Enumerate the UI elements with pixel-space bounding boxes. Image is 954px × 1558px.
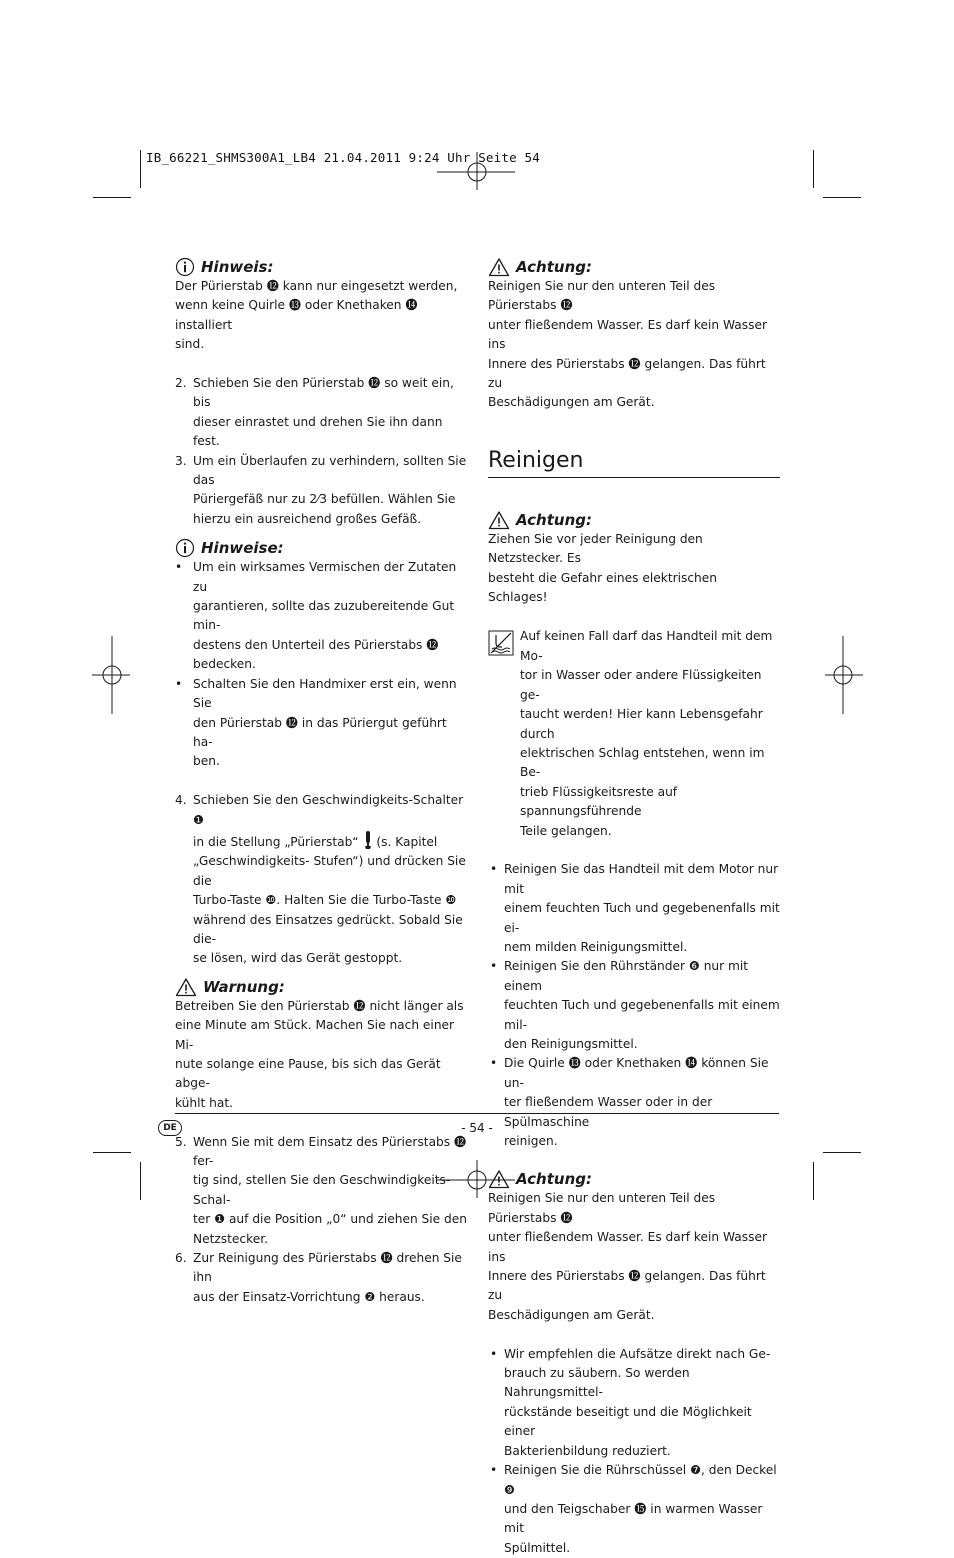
hinweise-heading [175, 538, 467, 558]
warnung-line: kühlt hat. [175, 1095, 234, 1110]
warning-icon [488, 510, 510, 530]
info-icon [175, 538, 195, 558]
hinweis-line: wenn keine Quirle ⓭ oder Knethaken ⓮ installiert [175, 298, 418, 332]
right-column [488, 257, 780, 1558]
warnung-heading [175, 977, 467, 997]
step-number: 6. [175, 1251, 187, 1266]
registration-mark-left [92, 636, 132, 716]
bullet-line: bedecken. [193, 657, 256, 672]
hinweis-heading [175, 257, 467, 277]
bullet-item: • Reinigen Sie die Rührschüssel ❼, den Deckel ❾ und den Teigschaber ⓯ in warmen Wasser mit Spülmittel. [488, 1461, 780, 1558]
step-line: während des Einsatzes gedrückt. Sobald Sie die- [193, 912, 463, 946]
step-number: 3. [175, 453, 187, 468]
bullet-line: Bakterienbildung reduziert. [504, 1443, 671, 1458]
step-line: Schieben Sie den Pürierstab ⓬ so weit ein, bis [193, 376, 454, 410]
bullet-line: garantieren, sollte das zuzubereitende Gut min- [193, 599, 455, 633]
achtung-line: Reinigen Sie nur den unteren Teil des Pürierstabs ⓬ [488, 279, 716, 313]
bullet-item: • Die Quirle ⓭ oder Knethaken ⓮ können Sie un- ter fließendem Wasser oder in der Spülmaschine reinigen. [488, 1054, 780, 1151]
bullet-line: Um ein wirksames Vermischen der Zutaten zu [193, 560, 457, 594]
step-line: dieser einrastet und drehen Sie ihn dann fest. [193, 414, 443, 449]
step-line: hierzu ein ausreichend großes Gefäß. [193, 511, 422, 526]
registration-mark-right [823, 636, 863, 716]
footer-rule [175, 1113, 779, 1114]
bullet-line: brauch zu säubern. So werden Nahrungsmittel- [504, 1366, 690, 1400]
bullet-line: Schalten Sie den Handmixer erst ein, wenn Sie [193, 676, 457, 711]
step-4 [175, 791, 467, 969]
bullet-line: rückstände beseitigt und die Möglichkeit einer [504, 1404, 752, 1439]
achtung-line: besteht die Gefahr eines elektrischen Schlages! [488, 570, 717, 605]
step-line-part: (s. Kapitel [376, 834, 438, 849]
achtung-title: Achtung: [516, 1170, 592, 1189]
notice-line: Auf keinen Fall darf das Handteil mit dem Mo- [520, 629, 773, 663]
bullet-line: ter fließendem Wasser oder in der Spülmaschine [504, 1095, 713, 1129]
step-line-part: in die Stellung „Pürierstab“ [193, 834, 359, 849]
language-badge [158, 1120, 182, 1136]
left-column [175, 257, 467, 1307]
bullet-item: • Wir empfehlen die Aufsätze direkt nach Ge- brauch zu säubern. So werden Nahrungsmittel- rückstände beseitigt und die Möglichkeit einer Bakterienbildung reduziert. [488, 1345, 780, 1461]
bullet-line: den Pürierstab ⓬ in das Püriergut geführt ha- [193, 715, 447, 749]
achtung-heading [488, 510, 780, 530]
step-6 [175, 1249, 467, 1307]
bullet-line: ben. [193, 754, 220, 769]
print-slug: IB_66221_SHMS300A1_LB4 21.04.2011 9:24 Uhr Seite 54 [146, 150, 541, 165]
blender-stick-icon [363, 830, 373, 850]
bullet-item: • Schalten Sie den Handmixer erst ein, wenn Sie den Pürierstab ⓬ in das Püriergut geführt ha- ben. [175, 675, 467, 772]
step-line: ter ❶ auf die Position „0“ und ziehen Sie den [193, 1212, 468, 1227]
bullet-line: feuchten Tuch und gegebenenfalls mit einem mil- [504, 998, 780, 1032]
achtung-line: Ziehen Sie vor jeder Reinigung den Netzstecker. Es [488, 531, 703, 566]
step-line: tig sind, stellen Sie den Geschwindigkeits-Schal- [193, 1173, 451, 1207]
bullet-line: Reinigen Sie das Handteil mit dem Motor nur mit [504, 862, 779, 896]
achtung-line: Innere des Pürierstabs ⓬ gelangen. Das führt zu [488, 1269, 766, 1303]
warning-icon [488, 257, 510, 277]
step-line: Um ein Überlaufen zu verhindern, sollten Sie das [193, 453, 467, 488]
step-line-with-icon [193, 830, 467, 852]
no-water-notice [488, 627, 780, 840]
achtung-line: unter fließendem Wasser. Es darf kein Wasser ins [488, 317, 767, 352]
step-line: aus der Einsatz-Vorrichtung ❷ heraus. [193, 1289, 425, 1304]
step-line: Turbo-Taste ❿. Halten Sie die Turbo-Taste ❿ [193, 893, 457, 908]
step-line: Püriergefäß nur zu 2⁄3 befüllen. Wählen Sie [193, 492, 456, 507]
page-number: - 54 - [461, 1121, 493, 1135]
achtung-line: Beschädigungen am Gerät. [488, 1307, 655, 1322]
warnung-title: Warnung: [203, 977, 285, 996]
step-line: Zur Reinigung des Pürierstabs ⓬ drehen Sie ihn [193, 1251, 462, 1285]
achtung-line: unter fließendem Wasser. Es darf kein Wasser ins [488, 1230, 767, 1264]
step-number: 2. [175, 376, 187, 391]
notice-line: trieb Flüssigkeitsreste auf spannungsführende [520, 784, 678, 819]
notice-line: elektrischen Schlag entstehen, wenn im Be- [520, 745, 765, 780]
bullet-item: • Um ein wirksames Vermischen der Zutaten zu garantieren, sollte das zuzubereitende Gut min- destens den Unterteil des Pürierstabs ⓬ bedecken. [175, 558, 467, 674]
step-number: 4. [175, 793, 187, 808]
step-3 [175, 452, 467, 530]
hinweise-title: Hinweise: [201, 539, 284, 558]
language-badge-label: DE [163, 1123, 177, 1133]
step-2 [175, 374, 467, 452]
notice-line: taucht werden! Hier kann Lebensgefahr durch [520, 707, 763, 741]
step-line: Schieben Sie den Geschwindigkeits-Schalter ❶ [193, 793, 464, 827]
step-line: „Geschwindigkeits- Stufen“) und drücken Sie die [193, 854, 466, 888]
achtung-line: Reinigen Sie nur den unteren Teil des Pürierstabs ⓬ [488, 1191, 716, 1225]
achtung-title: Achtung: [516, 510, 592, 529]
bullet-item: • Reinigen Sie den Rührständer ❻ nur mit einem feuchten Tuch und gegebenenfalls mit einem mil- den Reinigungsmittel. [488, 957, 780, 1054]
warnung-line: nute solange eine Pause, bis sich das Gerät abge- [175, 1057, 441, 1091]
bullet-line: einem feuchten Tuch und gegebenenfalls mit ei- [504, 901, 780, 935]
bullet-line: Reinigen Sie den Rührständer ❻ nur mit einem [504, 959, 749, 993]
bullet-line: und den Teigschaber ⓯ in warmen Wasser mit [504, 1501, 763, 1536]
warnung-line: eine Minute am Stück. Machen Sie nach einer Mi- [175, 1018, 455, 1052]
bullet-line: destens den Unterteil des Pürierstabs ⓬ [193, 637, 439, 652]
achtung-title: Achtung: [516, 258, 592, 276]
bullet-line: Reinigen Sie die Rührschüssel ❼, den Deckel ❾ [504, 1463, 777, 1497]
achtung-heading [488, 1169, 780, 1189]
no-water-immersion-icon [488, 630, 514, 656]
notice-line: Teile gelangen. [520, 823, 612, 838]
hinweis-line: Der Pürierstab ⓬ kann nur eingesetzt werden, [175, 279, 458, 293]
warning-icon [488, 1169, 510, 1189]
step-5 [175, 1133, 467, 1249]
bullet-line: Spülmittel. [504, 1540, 571, 1555]
bullet-line: reinigen. [504, 1134, 558, 1149]
warnung-line: Betreiben Sie den Pürierstab ⓬ nicht länger als [175, 998, 464, 1013]
bullet-line: den Reinigungsmittel. [504, 1036, 638, 1051]
bullet-line: Wir empfehlen die Aufsätze direkt nach Ge- [504, 1346, 771, 1361]
hinweis-title: Hinweis: [201, 258, 274, 276]
step-line: Wenn Sie mit dem Einsatz des Pürierstabs ⓬ fer- [193, 1134, 467, 1169]
section-title: Reinigen [488, 447, 780, 478]
step-line: Netzstecker. [193, 1231, 269, 1246]
step-line: se lösen, wird das Gerät gestoppt. [193, 951, 403, 966]
bullet-line: nem milden Reinigungsmittel. [504, 939, 688, 954]
achtung-line: Beschädigungen am Gerät. [488, 395, 655, 410]
achtung-heading [488, 257, 780, 277]
hinweis-line: sind. [175, 337, 205, 352]
warning-icon [175, 977, 197, 997]
bullet-line: Die Quirle ⓭ oder Knethaken ⓮ können Sie un- [504, 1056, 769, 1090]
notice-line: tor in Wasser oder andere Flüssigkeiten ge- [520, 668, 762, 702]
bullet-item: • Reinigen Sie das Handteil mit dem Motor nur mit einem feuchten Tuch und gegebenenfalls mit ei- nem milden Reinigungsmittel. [488, 860, 780, 957]
achtung-line: Innere des Pürierstabs ⓬ gelangen. Das führt zu [488, 356, 766, 391]
info-icon [175, 257, 195, 277]
step-number: 5. [175, 1134, 187, 1149]
